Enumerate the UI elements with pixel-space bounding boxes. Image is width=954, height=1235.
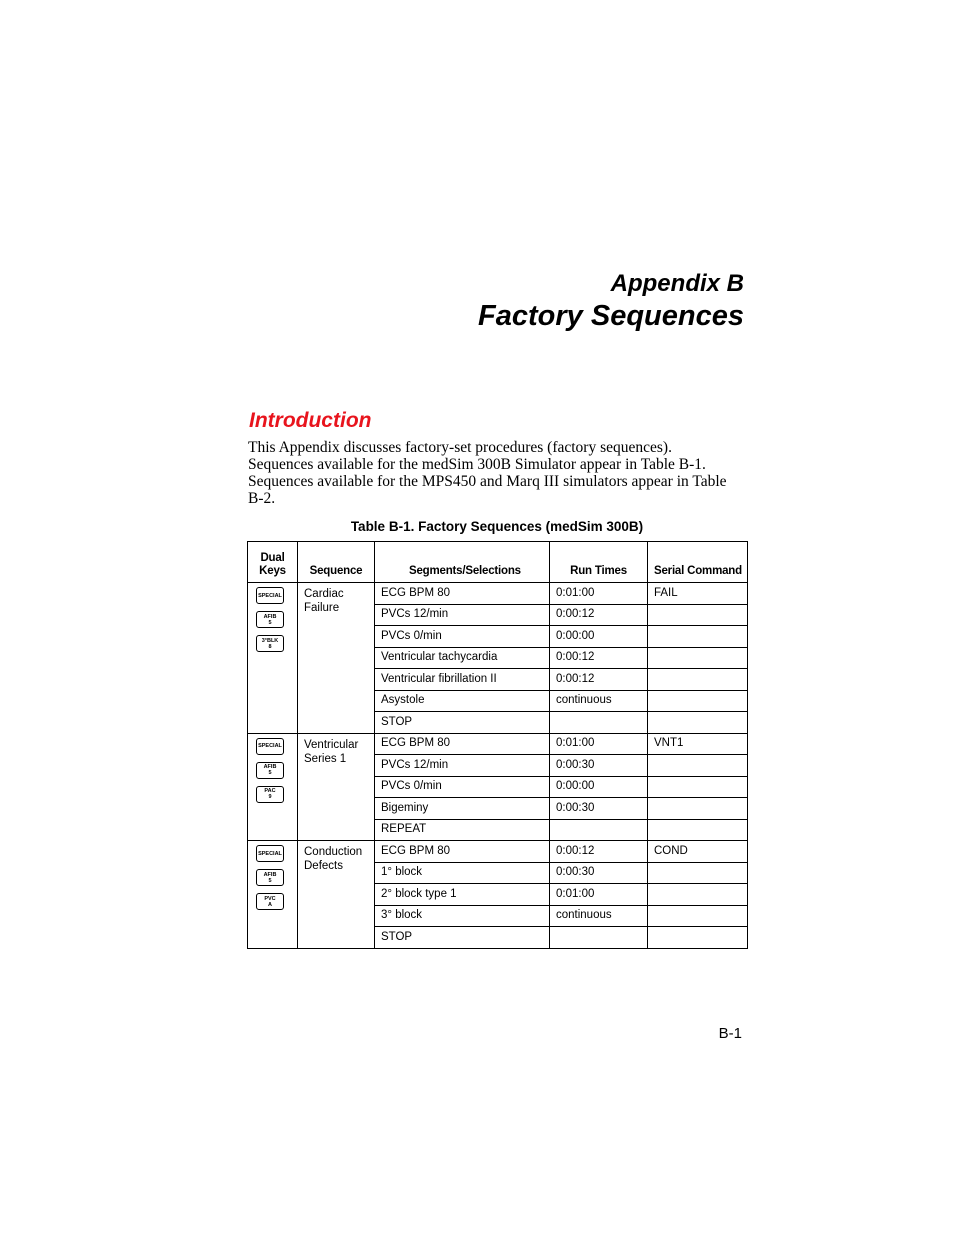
key-bottom-label: A: [268, 901, 272, 908]
run-time-cell: [550, 819, 648, 841]
table-caption: Table B-1. Factory Sequences (medSim 300B): [350, 519, 644, 534]
key-top-label: SPECIAL: [258, 850, 282, 857]
page-title: Factory Sequences: [478, 300, 744, 332]
key-icon: [256, 635, 284, 652]
key-icon: [256, 786, 284, 803]
table-header-row: [248, 542, 748, 583]
segment-cell: PVCs 0/min: [375, 626, 550, 648]
header-dual-keys: Dual Keys: [248, 542, 298, 583]
serial-command-cell: COND: [648, 841, 748, 863]
segment-cell: Asystole: [375, 690, 550, 712]
segment-cell: PVCs 12/min: [375, 604, 550, 626]
intro-line: Sequences available for the medSim 300B Simulator appear in Table B-1.: [248, 456, 706, 473]
key-top-label: AFIB: [263, 764, 277, 770]
serial-command-cell: [648, 755, 748, 777]
run-time-cell: continuous: [550, 905, 648, 927]
run-time-cell: 0:01:00: [550, 884, 648, 906]
key-bottom-label: 8: [268, 643, 272, 650]
serial-command-cell: [648, 884, 748, 906]
intro-line: B-2.: [248, 490, 276, 507]
table-row: [248, 733, 748, 755]
key-top-label: PVC: [264, 895, 276, 902]
segment-cell: PVCs 0/min: [375, 776, 550, 798]
table-row: [248, 841, 748, 863]
run-time-cell: [550, 712, 648, 734]
dual-keys-cell: [248, 841, 298, 949]
segment-cell: 1° block: [375, 862, 550, 884]
segment-cell: PVCs 12/min: [375, 755, 550, 777]
key-top-label: AFIB: [263, 871, 277, 878]
run-time-cell: 0:00:12: [550, 841, 648, 863]
key-icon: [256, 738, 284, 755]
run-time-cell: 0:00:30: [550, 755, 648, 777]
key-top-label: PAC: [264, 788, 276, 794]
segment-cell: ECG BPM 80: [375, 841, 550, 863]
key-bottom-label: 5: [268, 770, 272, 776]
serial-command-cell: [648, 798, 748, 820]
serial-command-cell: [648, 862, 748, 884]
serial-command-cell: [648, 669, 748, 691]
serial-command-cell: FAIL: [648, 583, 748, 605]
key-top-label: SPECIAL: [258, 592, 282, 599]
sequence-name: Ventricular Series 1: [298, 733, 375, 841]
header-run-times: Run Times: [550, 542, 648, 583]
key-top-label: SPECIAL: [258, 743, 282, 749]
segment-cell: ECG BPM 80: [375, 583, 550, 605]
key-icon: [256, 762, 284, 779]
serial-command-cell: [648, 776, 748, 798]
key-top-label: 3°BLK: [261, 637, 279, 644]
factory-sequences-table: [247, 541, 748, 949]
key-bottom-label: 5: [268, 619, 272, 626]
serial-command-cell: [648, 626, 748, 648]
segment-cell: 2° block type 1: [375, 884, 550, 906]
appendix-label: Appendix B: [610, 270, 744, 297]
key-icon: [256, 869, 284, 886]
dual-keys-cell: [248, 733, 298, 841]
segment-cell: Bigeminy: [375, 798, 550, 820]
segment-cell: 3° block: [375, 905, 550, 927]
key-icon: [256, 893, 284, 910]
header-serial-command: Serial Command: [648, 542, 748, 583]
run-time-cell: 0:00:12: [550, 604, 648, 626]
serial-command-cell: [648, 604, 748, 626]
key-bottom-label: 5: [268, 877, 272, 884]
section-heading: Introduction: [249, 409, 372, 432]
key-icon: [256, 845, 284, 862]
key-icon: [256, 587, 284, 604]
segment-cell: STOP: [375, 927, 550, 949]
sequence-name: Cardiac Failure: [298, 583, 375, 734]
intro-line: This Appendix discusses factory-set procedures (factory sequences).: [248, 439, 672, 456]
segment-cell: Ventricular tachycardia: [375, 647, 550, 669]
header-sequence: Sequence: [298, 542, 375, 583]
run-time-cell: 0:01:00: [550, 583, 648, 605]
key-top-label: AFIB: [263, 613, 277, 620]
run-time-cell: 0:00:00: [550, 626, 648, 648]
serial-command-cell: [648, 690, 748, 712]
run-time-cell: 0:00:12: [550, 669, 648, 691]
header-segments: Segments/Selections: [375, 542, 550, 583]
intro-paragraph: [248, 439, 748, 507]
run-time-cell: [550, 927, 648, 949]
run-time-cell: 0:01:00: [550, 733, 648, 755]
run-time-cell: 0:00:30: [550, 862, 648, 884]
serial-command-cell: [648, 712, 748, 734]
run-time-cell: 0:00:12: [550, 647, 648, 669]
table-row: [248, 583, 748, 605]
intro-line: Sequences available for the MPS450 and Marq III simulators appear in Table: [248, 473, 727, 490]
serial-command-cell: [648, 927, 748, 949]
segment-cell: REPEAT: [375, 819, 550, 841]
sequence-name: Conduction Defects: [298, 841, 375, 949]
run-time-cell: 0:00:00: [550, 776, 648, 798]
segment-cell: Ventricular fibrillation II: [375, 669, 550, 691]
key-icon: [256, 611, 284, 628]
run-time-cell: 0:00:30: [550, 798, 648, 820]
dual-keys-cell: [248, 583, 298, 734]
serial-command-cell: VNT1: [648, 733, 748, 755]
page-number: B-1: [718, 1025, 742, 1042]
serial-command-cell: [648, 819, 748, 841]
serial-command-cell: [648, 905, 748, 927]
key-bottom-label: 9: [268, 794, 272, 800]
run-time-cell: continuous: [550, 690, 648, 712]
segment-cell: ECG BPM 80: [375, 733, 550, 755]
serial-command-cell: [648, 647, 748, 669]
segment-cell: STOP: [375, 712, 550, 734]
